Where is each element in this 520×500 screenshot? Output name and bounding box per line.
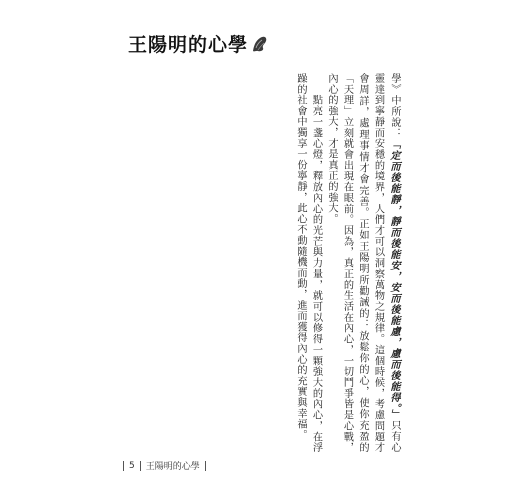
page-header <box>128 30 270 57</box>
divider <box>205 461 206 471</box>
paragraph-lead: 學》中所說： <box>389 73 400 140</box>
paragraph <box>293 73 324 453</box>
page-footer <box>118 459 211 472</box>
running-title: 王陽明的心學 <box>145 462 200 472</box>
daxue-quote: 「定而後能靜，靜而後能安，安而後能慮，慮而後能得。」 <box>388 139 400 421</box>
page-number: 5 <box>129 460 135 471</box>
divider <box>140 461 141 471</box>
paragraph-text: 只有心靈達到寧靜而安穩的境界，人們才可以洞察萬物之規律。這個時候，考慮問題才會周詳，處理事情才會完善。正如王陽明所勸誡的：放鬆你的心，使你充盈的「天理」立刻就會出現在眼前。因為，真正的生活在內心，一切鬥爭皆是心戰，內心的強大，才是真正的強大。 <box>326 73 400 454</box>
book-title: 王陽明的心學 <box>128 34 249 56</box>
divider <box>123 461 124 471</box>
paragraph-text: 點亮一盞心燈，釋放內心的光芒與力量，就可以修得一顆強大的內心，在浮躁的社會中獨享一份寧靜，此心不動隨機而動，進而獲得內心的充實與幸福。 <box>295 73 322 453</box>
brush-seal-icon <box>250 34 270 54</box>
paragraph <box>324 73 403 453</box>
body-text <box>293 73 403 453</box>
